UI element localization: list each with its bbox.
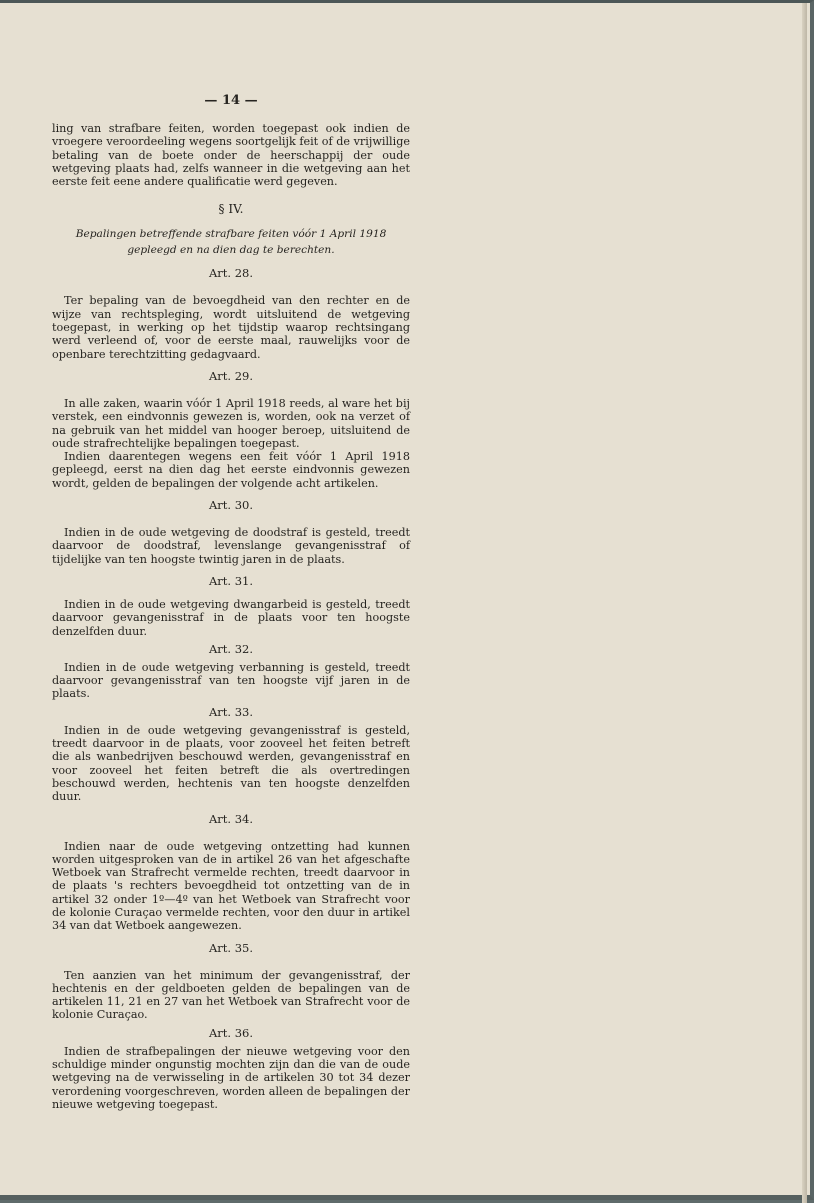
page-edge (802, 3, 807, 1203)
article-35-paragraph: Ten aanzien van het minimum der gevangenisstraf, der hechtenis en der geldboeten gelden de bepalingen van de artikelen 11, 21 en 27 van het Wetboek van Strafrecht voor de kolonie Curaçao. (52, 968, 410, 1022)
page-number: — 14 — (204, 93, 258, 108)
article-36-heading: Art. 36. (208, 1025, 254, 1040)
section-subtitle-line-2: gepleegd en na dien dag te berechten. (127, 244, 335, 257)
article-34-heading: Art. 34. (208, 811, 254, 826)
opening-paragraph: ling van strafbare feiten, worden toegepast ook indien de vroegere veroordeeling wegens soortgelijk feit of de vrijwillige betaling van de boete onder de heerschappij der oude wetgeving plaats had, zelfs wanneer in die wetgeving aan het eerste feit eene andere qualificatie werd gegeven. (52, 122, 410, 189)
article-31-heading: Art. 31. (208, 573, 254, 588)
article-32-paragraph: Indien in de oude wetgeving verbanning is gesteld, treedt daarvoor gevangenisstraf van ten hoogste vijf jaren in de plaats. (52, 660, 410, 701)
article-29-paragraph-2: Indien daarentegen wegens een feit vóór 1 April 1918 gepleegd, eerst na dien dag het eerste eindvonnis gewezen wordt, gelden de bepalingen der volgende acht artikelen. (52, 450, 410, 490)
article-28-paragraph: Ter bepaling van de bevoegdheid van den rechter en de wijze van rechtspleging, wordt uitsluitend de wetgeving toegepast, in werking op het tijdstip waarop rechtsingang werd verleend of, voor de eerste maal, rauwelijks voor de openbare terechtzitting gedagvaard. (52, 294, 410, 361)
article-29-heading: Art. 29. (208, 368, 254, 383)
article-33-heading: Art. 33. (208, 704, 254, 719)
article-33-paragraph: Indien in de oude wetgeving gevangenisstraf is gesteld, treedt daarvoor in de plaats, voor zooveel het feiten betreft die als wanbedrijven beschouwd werden, gevangenisstraf en voor zooveel het feiten betreft die als overtredingen beschouwd werden, hechtenis van ten hoogste denzelfden duur. (52, 723, 410, 804)
article-30-paragraph: Indien in de oude wetgeving de doodstraf is gesteld, treedt daarvoor de doodstraf, levenslange gevangenisstraf of tijdelijke van ten hoogste twintig jaren in de plaats. (52, 526, 410, 566)
article-34-paragraph: Indien naar de oude wetgeving ontzetting had kunnen worden uitgesproken van de in artikel 26 van het afgeschafte Wetboek van Strafrecht vermelde rechten, treedt daarvoor in de plaats 's rechters bevoegdheid tot ontzetting van de in artikel 32 onder 1º—4º van het Wetboek van Strafrecht voor de kolonie Curaçao vermelde rechten, voor den duur in artikel 34 van dat Wetboek aangewezen. (52, 839, 410, 933)
article-31-paragraph: Indien in de oude wetgeving dwangarbeid is gesteld, treedt daarvoor gevangenisstraf in de plaats voor ten hoogste denzelfden duur. (52, 597, 410, 638)
article-28-heading: Art. 28. (208, 266, 254, 281)
text-column (52, 93, 410, 1111)
article-35-heading: Art. 35. (208, 940, 254, 955)
article-32-heading: Art. 32. (208, 641, 254, 656)
section-heading: § IV. (218, 202, 244, 217)
article-36-paragraph: Indien de strafbepalingen der nieuwe wetgeving voor den schuldige minder ongunstig mochten zijn dan die van de oude wetgeving na de verwisseling in de artikelen 30 tot 34 dezer verordening voorgeschreven, worden alleen de bepalingen der nieuwe wetgeving toegepast. (52, 1044, 410, 1111)
section-subtitle (52, 226, 410, 258)
article-29-paragraph-1: In alle zaken, waarin vóór 1 April 1918 reeds, al ware het bij verstek, een eindvonnis gewezen is, worden, ook na verzet of na gebruik van het middel van hooger beroep, uitsluitend de oude strafrechtelijke bepalingen toegepast. (52, 396, 410, 450)
section-subtitle-line-1: Bepalingen betreffende strafbare feiten vóór 1 April 1918 (75, 228, 387, 241)
article-30-heading: Art. 30. (208, 498, 254, 513)
